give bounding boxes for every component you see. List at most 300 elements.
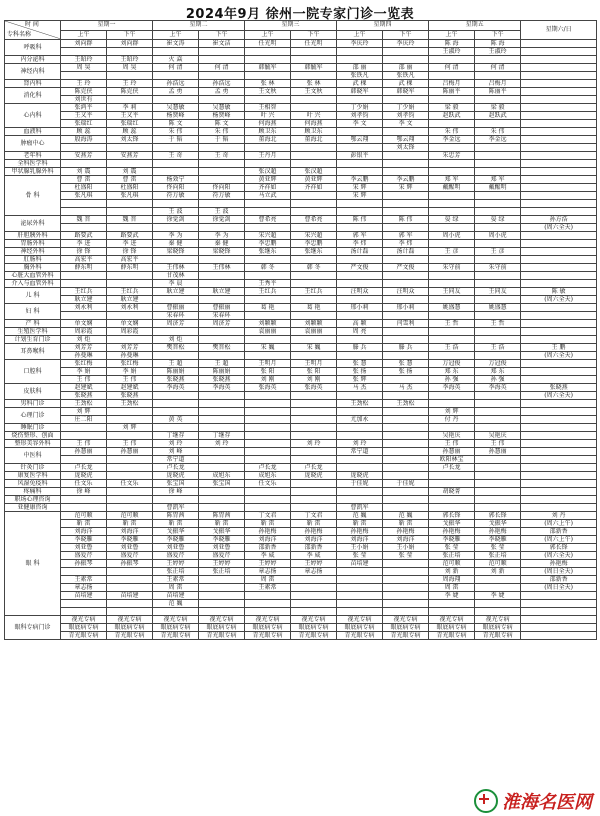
doctor-cell: 刘亚鲁 [199,544,245,552]
day-header-tue: 星期二 [153,21,245,31]
doctor-cell [199,408,245,416]
doctor-cell [475,496,521,504]
weekend-doctor-cell: 邵新香 [521,576,597,584]
doctor-cell [291,488,337,496]
doctor-cell: 青光眼专病 [337,632,383,640]
doctor-cell: 闫雪利 [383,320,429,328]
doctor-cell [429,600,475,608]
doctor-cell: 郭 军 [337,232,383,240]
doctor-cell: 马 杰 [337,384,383,392]
doctor-cell [153,72,199,80]
weekend-doctor-cell [521,200,597,208]
doctor-cell [383,448,429,456]
doctor-cell [291,312,337,320]
doctor-cell: 王小娟 [337,544,383,552]
doctor-cell: 李 婕 [429,592,475,600]
weekend-doctor-cell: 孙方浩 [521,216,597,224]
weekend-doctor-cell [521,464,597,472]
doctor-cell: 孙 强 [429,376,475,384]
doctor-cell: 严文俊 [383,264,429,272]
table-row [5,128,597,136]
doctor-cell: 王 浩 [475,344,521,352]
doctor-cell: 火 焱 [153,56,199,64]
doctor-cell [383,592,429,600]
doctor-cell [383,272,429,280]
doctor-cell [153,328,199,336]
doctor-cell [199,496,245,504]
doctor-cell: 陈丽娟 [153,368,199,376]
doctor-cell [61,600,107,608]
table-row [5,376,597,384]
doctor-cell: 王同友 [429,288,475,296]
doctor-cell: 李 文 [383,120,429,128]
doctor-cell [61,272,107,280]
doctor-cell: 戈振华 [429,520,475,528]
weekend-doctor-cell [521,208,597,216]
table-row [5,312,597,320]
weekend-doctor-cell: (周六全天) [521,392,597,400]
doctor-cell [245,208,291,216]
table-row [5,72,597,80]
doctor-cell [245,440,291,448]
doctor-cell [429,240,475,248]
doctor-cell: 张瑞红 [61,120,107,128]
weekend-doctor-cell [521,96,597,104]
doctor-cell [475,424,521,432]
doctor-cell [337,408,383,416]
doctor-cell [475,160,521,168]
table-row [5,272,597,280]
doctor-cell [245,592,291,600]
doctor-cell: 葛 艳 [245,304,291,312]
doctor-cell: 靳 雷 [107,520,153,528]
doctor-cell: 韩晓军 [337,88,383,96]
doctor-cell: 王劲松 [107,400,153,408]
doctor-cell: 魏 晋 [107,216,153,224]
doctor-cell: 李 进 [61,240,107,248]
table-row [5,184,597,192]
doctor-cell: 李晓雁 [107,536,153,544]
doctor-cell: 李晓雁 [475,536,521,544]
doctor-cell [383,560,429,568]
doctor-cell [291,256,337,264]
doctor-cell [61,280,107,288]
table-row [5,264,597,272]
doctor-cell: 王 奇 [199,152,245,160]
doctor-cell [199,392,245,400]
doctor-cell [291,72,337,80]
doctor-cell: 姚盛慧 [475,304,521,312]
doctor-cell: 顾 蕊 [107,128,153,136]
doctor-cell: 范可顺 [107,512,153,520]
table-row [5,240,597,248]
doctor-cell: 张 莹 [337,552,383,560]
doctor-cell [475,224,521,232]
doctor-cell [291,144,337,152]
doctor-cell [383,160,429,168]
doctor-cell [475,352,521,360]
weekend-doctor-cell [521,280,597,288]
doctor-cell: 孙慧丽 [429,448,475,456]
doctor-cell [245,200,291,208]
doctor-cell [337,352,383,360]
doctor-cell: 刘 新 [429,568,475,576]
doctor-cell [61,568,107,576]
doctor-cell: 范 巍 [383,512,429,520]
doctor-cell [429,200,475,208]
doctor-cell [383,256,429,264]
doctor-cell: 孟 勇 [153,88,199,96]
doctor-cell [61,456,107,464]
doctor-cell [383,464,429,472]
doctor-cell: 徐 锋 [107,248,153,256]
doctor-cell: 王 浩 [429,344,475,352]
doctor-cell: 李 炜 [337,240,383,248]
doctor-cell [291,296,337,304]
doctor-cell: 郭长锋 [429,512,475,520]
doctor-cell [245,312,291,320]
table-row [5,464,597,472]
weekend-doctor-cell [521,64,597,72]
doctor-cell: 刘永利 [107,304,153,312]
doctor-cell: 宋 巍 [291,344,337,352]
doctor-cell: 刘 刚 [245,376,291,384]
doctor-cell [61,432,107,440]
doctor-cell [107,584,153,592]
doctor-cell: 梁晓锋 [153,248,199,256]
doctor-cell: 朱守前 [429,264,475,272]
doctor-cell [337,168,383,176]
weekend-doctor-cell: (周六上午) [521,520,597,528]
doctor-cell: 陈胃茜 [199,512,245,520]
doctor-cell: 王红兵 [107,288,153,296]
doctor-cell: 王劲松 [61,400,107,408]
doctor-cell [291,48,337,56]
doctor-cell: 韩 冬 [291,264,337,272]
doctor-cell [383,416,429,424]
weekend-doctor-cell [521,440,597,448]
doctor-cell: 张 扬 [337,368,383,376]
doctor-cell [383,496,429,504]
table-row [5,336,597,344]
table-row [5,584,597,592]
doctor-cell [199,56,245,64]
doctor-cell [61,496,107,504]
doctor-cell [383,192,429,200]
doctor-cell: 汤计磊 [337,248,383,256]
doctor-cell: 梁晓锋 [199,248,245,256]
doctor-cell: 万冠俊 [429,360,475,368]
weekend-doctor-cell: (周六上午) [521,536,597,544]
doctor-cell: 青光眼专病 [199,632,245,640]
doctor-cell: 宋春环 [199,312,245,320]
doctor-cell: 任文乐 [245,480,291,488]
doctor-cell [107,416,153,424]
doctor-cell [383,208,429,216]
table-row [5,496,597,504]
doctor-cell [337,48,383,56]
doctor-cell: 吕梅月 [475,80,521,88]
watermark-text: 淮海名医网 [502,792,592,813]
doctor-cell [291,432,337,440]
doctor-cell [475,576,521,584]
doctor-cell: 何 清 [475,64,521,72]
doctor-cell: 孙艳梅 [383,528,429,536]
doctor-cell: 王 彦 [475,248,521,256]
department-name: 儿 科 [5,288,61,304]
doctor-cell [199,456,245,464]
doctor-cell [429,192,475,200]
doctor-cell: 何 清 [199,64,245,72]
doctor-cell [199,144,245,152]
doctor-cell: 吴慧敏 [153,104,199,112]
doctor-cell [245,424,291,432]
pm-header: 下午 [291,30,337,40]
doctor-cell: 周 亮 [337,328,383,336]
doctor-cell: 董海北 [245,136,291,144]
doctor-cell [337,432,383,440]
doctor-cell: 曹振丽 [199,304,245,312]
doctor-cell [475,296,521,304]
weekend-doctor-cell [521,144,597,152]
doctor-cell [475,144,521,152]
doctor-cell: 庞晓虎 [291,472,337,480]
doctor-cell: 戈振华 [199,528,245,536]
weekend-doctor-cell: 王 鹏 [521,344,597,352]
doctor-cell: 晏 绿 [475,216,521,224]
table-row [5,48,597,56]
doctor-cell: 刘 炬 [61,336,107,344]
doctor-cell: 视光专病 [153,616,199,624]
doctor-cell: 王伟林 [153,264,199,272]
doctor-cell: 戴醒明 [475,184,521,192]
table-row [5,144,597,152]
doctor-cell: 刘芳芳 [61,344,107,352]
pm-header: 下午 [107,30,153,40]
doctor-cell: 王 伟 [475,440,521,448]
weekend-doctor-cell [521,472,597,480]
doctor-cell: 郑 军 [475,176,521,184]
doctor-cell: 陈丽平 [475,88,521,96]
doctor-cell [429,352,475,360]
department-name: 胸外科 [5,264,61,272]
doctor-cell [245,352,291,360]
am-header: 上午 [61,30,107,40]
doctor-cell [291,56,337,64]
table-row [5,224,597,232]
doctor-cell: 孙曼琳 [61,352,107,360]
doctor-cell: 魏 晋 [61,216,107,224]
doctor-cell [199,48,245,56]
doctor-cell: 王 彦 [429,248,475,256]
doctor-cell [383,312,429,320]
doctor-cell: 陈丽娟 [199,368,245,376]
doctor-cell: 吕梅月 [429,80,475,88]
doctor-cell [383,440,429,448]
weekend-doctor-cell [521,400,597,408]
doctor-cell [153,392,199,400]
table-row [5,416,597,424]
table-row [5,176,597,184]
doctor-cell: 李海英 [429,384,475,392]
doctor-cell: 陈克侠 [61,88,107,96]
doctor-cell: 袁丽丽 [245,328,291,336]
doctor-cell [383,336,429,344]
doctor-cell: 路要武 [61,232,107,240]
table-row [5,544,597,552]
table-row [5,512,597,520]
doctor-cell: 路要武 [107,232,153,240]
weekend-doctor-cell: 邵新香 [521,528,597,536]
doctor-cell [383,568,429,576]
doctor-cell [245,600,291,608]
doctor-cell: 眼底病专病 [337,624,383,632]
am-header: 上午 [429,30,475,40]
doctor-cell: 视光专病 [107,616,153,624]
doctor-cell [291,152,337,160]
doctor-cell: 宋春环 [153,312,199,320]
doctor-cell: 张晓燕 [107,392,153,400]
doctor-cell: 黄亚辉 [291,176,337,184]
doctor-cell [291,160,337,168]
doctor-cell: 张正培 [475,552,521,560]
pm-header: 下午 [475,30,521,40]
weekend-doctor-cell [521,240,597,248]
doctor-cell: 任文乐 [107,480,153,488]
weekend-doctor-cell: 张晓燕 [521,384,597,392]
doctor-cell: 张 林 [291,80,337,88]
table-row [5,216,597,224]
department-name: 皮肤科 [5,384,61,400]
doctor-cell: 王 哲 [475,320,521,328]
doctor-cell: 周 雷 [429,584,475,592]
weekend-doctor-cell: (周六全天) [521,296,597,304]
doctor-cell: 张 慧 [383,360,429,368]
doctor-cell: 任文乐 [61,480,107,488]
doctor-cell [429,72,475,80]
doctor-cell: 赵跃武 [429,112,475,120]
doctor-cell [199,352,245,360]
doctor-cell [153,160,199,168]
doctor-cell [291,400,337,408]
weekend-doctor-cell [521,592,597,600]
doctor-cell [337,224,383,232]
doctor-cell [153,96,199,104]
doctor-cell: 宋兴超 [291,232,337,240]
doctor-cell: 汪明众 [383,288,429,296]
weekend-doctor-cell: 陈 敏 [521,288,597,296]
doctor-cell: 卢长龙 [61,464,107,472]
doctor-cell: 周小虎 [429,232,475,240]
doctor-cell [429,168,475,176]
doctor-cell: 马立武 [245,192,291,200]
doctor-cell: 何海燕 [291,120,337,128]
doctor-cell: 王 伟 [429,440,475,448]
doctor-cell: 李金远 [429,136,475,144]
doctor-cell: 范可顺 [475,560,521,568]
doctor-cell: 郑 东 [475,368,521,376]
doctor-cell: 梁 毅 [475,104,521,112]
doctor-cell [337,464,383,472]
doctor-cell: 苗培建 [107,592,153,600]
weekend-doctor-cell [521,336,597,344]
doctor-cell: 刘 炬 [153,336,199,344]
weekend-doctor-cell [521,272,597,280]
page-title: 2024年9月 徐州一院专家门诊一览表 [185,7,415,22]
doctor-cell: 刘 辉 [107,424,153,432]
doctor-cell [337,424,383,432]
doctor-cell: 刘亚鲁 [61,544,107,552]
doctor-cell [107,464,153,472]
doctor-cell [383,352,429,360]
doctor-cell: 薛东明 [61,264,107,272]
table-row [5,552,597,560]
doctor-cell: 刘海洋 [291,536,337,544]
doctor-cell [337,488,383,496]
department-name: 心内科 [5,104,61,128]
doctor-cell: 李 为 [199,232,245,240]
table-row [5,64,597,72]
department-name: 康复医学科 [5,472,61,480]
doctor-cell: 眼底病专病 [383,624,429,632]
doctor-cell: 眼底病专病 [61,624,107,632]
doctor-cell [107,432,153,440]
doctor-cell [475,200,521,208]
doctor-cell: 张瑞红 [107,120,153,128]
table-row [5,200,597,208]
doctor-cell [475,168,521,176]
doctor-cell: 符万敏 [199,192,245,200]
doctor-cell: 高 颖 [337,320,383,328]
doctor-cell [291,280,337,288]
weekend-doctor-cell [521,104,597,112]
doctor-cell: 郭 军 [383,232,429,240]
doctor-cell: 周海翔 [429,576,475,584]
doctor-cell [337,272,383,280]
department-name: 男科门诊 [5,400,61,408]
dept-label: 专科名称 [7,31,32,38]
doctor-cell [429,256,475,264]
doctor-cell: 杜盛阳 [61,184,107,192]
doctor-cell: 晏 绿 [429,216,475,224]
doctor-cell [245,272,291,280]
department-name: 耳鼻喉科 [5,344,61,360]
doctor-cell: 王劲松 [337,400,383,408]
doctor-cell: 常宁道 [153,456,199,464]
doctor-cell: 王 波 [199,208,245,216]
doctor-cell [475,256,521,264]
doctor-cell [61,312,107,320]
doctor-cell: 王素常 [153,576,199,584]
doctor-cell: 王婷婷 [245,560,291,568]
doctor-cell: 姚盛慧 [429,304,475,312]
table-row [5,520,597,528]
doctor-cell [475,192,521,200]
doctor-cell: 章志扬 [61,584,107,592]
department-name: 肾内科 [5,80,61,88]
department-name: 介入与血管外科 [5,280,61,288]
doctor-cell: 樊晋松 [153,344,199,352]
doctor-cell [153,424,199,432]
doctor-cell [337,200,383,208]
doctor-cell: 王 哲 [429,320,475,328]
doctor-cell [291,192,337,200]
doctor-cell: 视光专病 [245,616,291,624]
doctor-cell: 袁丽丽 [291,328,337,336]
doctor-cell: 章志扬 [245,568,291,576]
doctor-cell [383,168,429,176]
doctor-cell [245,336,291,344]
